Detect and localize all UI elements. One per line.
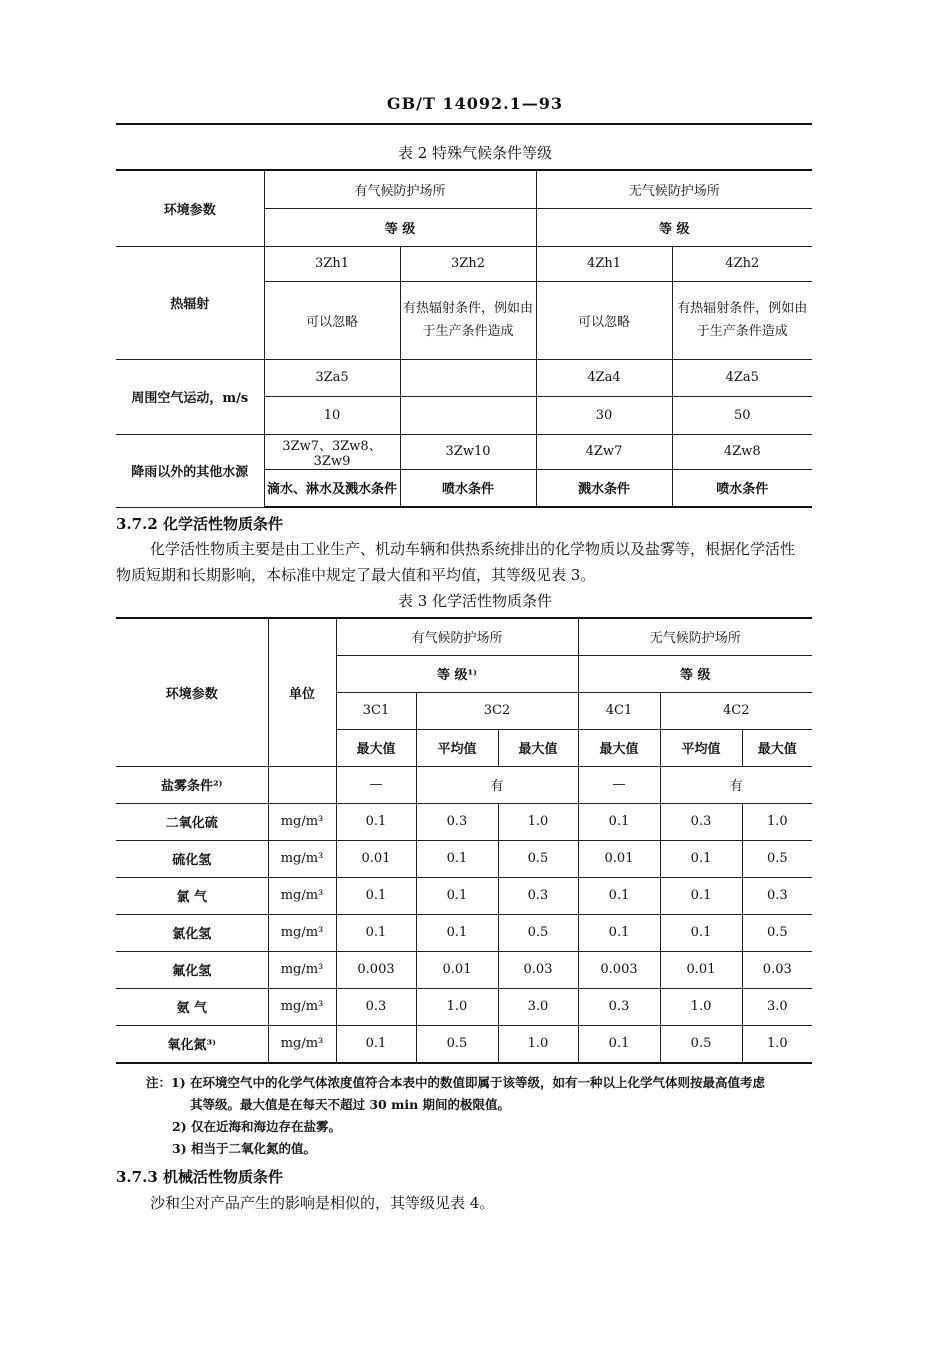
cell: 0.3 — [742, 877, 812, 914]
cell: 0.3 — [336, 988, 416, 1025]
note-2: 2) 仅在近海和海边存在盐雾。 — [172, 1119, 341, 1134]
cell: 0.5 — [498, 914, 578, 951]
cell: 3Zw10 — [400, 434, 536, 469]
row-label-salt: 盐雾条件²⁾ — [116, 766, 268, 803]
sub-header: 最大值 — [336, 729, 416, 766]
cell: 0.1 — [416, 914, 498, 951]
cell: 1.0 — [742, 803, 812, 840]
table2-group-a: 有气候防护场所 — [264, 170, 536, 208]
class-4c2: 4C2 — [660, 692, 812, 729]
table2 — [116, 169, 812, 508]
cell: 0.1 — [336, 1025, 416, 1063]
note-1-line2: 其等级。最大值是在每天不超过 30 min 期间的极限值。 — [190, 1097, 511, 1112]
cell: mg/m³ — [268, 988, 336, 1025]
section-372-para-line2: 物质短期和长期影响，本标准中规定了最大值和平均值，其等级见表 3。 — [116, 566, 596, 584]
row-label: 氯化氢 — [116, 914, 268, 951]
cell: 0.003 — [336, 951, 416, 988]
cell: 0.1 — [660, 877, 742, 914]
cell: 0.03 — [742, 951, 812, 988]
cell: 0.3 — [578, 988, 660, 1025]
cell: mg/m³ — [268, 840, 336, 877]
cell: 1.0 — [660, 988, 742, 1025]
cell: 1.0 — [742, 1025, 812, 1063]
row-label: 氧化氮³⁾ — [116, 1025, 268, 1063]
cell: 3.0 — [742, 988, 812, 1025]
cell: 0.1 — [578, 877, 660, 914]
table3-param-header: 环境参数 — [116, 618, 268, 766]
cell: 0.3 — [660, 803, 742, 840]
cell: 0.1 — [660, 914, 742, 951]
cell: mg/m³ — [268, 914, 336, 951]
cell: 可以忽略 — [264, 281, 400, 359]
cell: mg/m³ — [268, 877, 336, 914]
sub-header: 平均值 — [416, 729, 498, 766]
cell: 0.3 — [416, 803, 498, 840]
table3 — [116, 617, 812, 1064]
cell: 0.1 — [578, 803, 660, 840]
cell: 0.5 — [498, 840, 578, 877]
cell: 0.01 — [336, 840, 416, 877]
cell: 滴水、淋水及溅水条件 — [264, 469, 400, 507]
section-heading-372: 3.7.2 化学活性物质条件 — [116, 515, 283, 533]
cell — [268, 766, 336, 803]
cell: 0.1 — [336, 914, 416, 951]
sub-header: 平均值 — [660, 729, 742, 766]
cell: 1.0 — [498, 1025, 578, 1063]
cell: 0.03 — [498, 951, 578, 988]
cell: 喷水条件 — [400, 469, 536, 507]
table3-group-b: 无气候防护场所 — [578, 618, 812, 655]
note-3: 3) 相当于二氧化氮的值。 — [172, 1141, 316, 1156]
class-3c2: 3C2 — [416, 692, 578, 729]
class-4c1: 4C1 — [578, 692, 660, 729]
row-label-heat: 热辐射 — [116, 246, 264, 359]
section-373-para: 沙和尘对产品产生的影响是相似的，其等级见表 4。 — [150, 1194, 495, 1212]
table3-grade-b: 等 级 — [578, 655, 812, 692]
cell: 有 — [416, 766, 578, 803]
cell: 30 — [536, 396, 672, 434]
cell: mg/m³ — [268, 803, 336, 840]
cell: 3Zh2 — [400, 246, 536, 281]
table2-caption: 表 2 特殊气候条件等级 — [397, 144, 553, 162]
cell: 3Zw7、3Zw8、3Zw9 — [264, 434, 400, 469]
cell: — — [336, 766, 416, 803]
cell: 0.01 — [660, 951, 742, 988]
row-label: 氟化氢 — [116, 951, 268, 988]
cell: 有热辐射条件，例如由于生产条件造成 — [672, 281, 812, 359]
section-372-para-line1: 化学活性物质主要是由工业生产、机动车辆和供热系统排出的化学物质以及盐雾等，根据化学活性 — [150, 540, 796, 558]
cell: 可以忽略 — [536, 281, 672, 359]
table2-grade-b: 等 级 — [536, 208, 812, 246]
cell: — — [578, 766, 660, 803]
cell: 0.5 — [742, 840, 812, 877]
cell: 1.0 — [416, 988, 498, 1025]
sub-header: 最大值 — [498, 729, 578, 766]
table3-caption: 表 3 化学活性物质条件 — [397, 592, 553, 610]
note-1-line1: 注：1) 在环境空气中的化学气体浓度值符合本表中的数值即属于该等级，如有一种以上化学气体则按最高值考虑 — [146, 1075, 765, 1090]
cell: 有 — [660, 766, 812, 803]
cell: 0.01 — [578, 840, 660, 877]
row-label: 氨 气 — [116, 988, 268, 1025]
class-3c1: 3C1 — [336, 692, 416, 729]
cell: 4Zw8 — [672, 434, 812, 469]
row-label: 硫化氢 — [116, 840, 268, 877]
cell: 0.5 — [742, 914, 812, 951]
cell: 3Zh1 — [264, 246, 400, 281]
cell: 0.1 — [336, 877, 416, 914]
row-label-water: 降雨以外的其他水源 — [116, 434, 264, 507]
cell: 喷水条件 — [672, 469, 812, 507]
table3-grade-a: 等 级¹⁾ — [336, 655, 578, 692]
cell: 0.1 — [660, 840, 742, 877]
row-label-air: 周围空气运动，m/s — [116, 359, 264, 434]
cell: 溅水条件 — [536, 469, 672, 507]
cell: 10 — [264, 396, 400, 434]
cell: 3Za5 — [264, 359, 400, 396]
page-header: GB/T 14092.1—93 — [386, 94, 564, 113]
cell: 4Za4 — [536, 359, 672, 396]
cell: 0.5 — [660, 1025, 742, 1063]
cell: 0.1 — [416, 877, 498, 914]
cell: mg/m³ — [268, 1025, 336, 1063]
table2-param-header: 环境参数 — [116, 170, 264, 246]
cell — [400, 396, 536, 434]
row-label: 二氧化硫 — [116, 803, 268, 840]
cell: 0.003 — [578, 951, 660, 988]
sub-header: 最大值 — [578, 729, 660, 766]
cell: 4Zh2 — [672, 246, 812, 281]
table3-unit-header: 单位 — [268, 618, 336, 766]
cell: 4Zw7 — [536, 434, 672, 469]
table2-grade-a: 等 级 — [264, 208, 536, 246]
table2-group-b: 无气候防护场所 — [536, 170, 812, 208]
cell: 4Zh1 — [536, 246, 672, 281]
cell: 0.1 — [416, 840, 498, 877]
row-label: 氯 气 — [116, 877, 268, 914]
cell: 0.1 — [578, 914, 660, 951]
table3-group-a: 有气候防护场所 — [336, 618, 578, 655]
sub-header: 最大值 — [742, 729, 812, 766]
cell: 0.5 — [416, 1025, 498, 1063]
cell: 50 — [672, 396, 812, 434]
header-rule — [116, 123, 812, 125]
cell: 0.3 — [498, 877, 578, 914]
section-heading-373: 3.7.3 机械活性物质条件 — [116, 1168, 283, 1186]
cell: 1.0 — [498, 803, 578, 840]
cell — [400, 359, 536, 396]
cell: 有热辐射条件，例如由于生产条件造成 — [400, 281, 536, 359]
cell: mg/m³ — [268, 951, 336, 988]
cell: 0.1 — [336, 803, 416, 840]
cell: 3.0 — [498, 988, 578, 1025]
cell: 0.1 — [578, 1025, 660, 1063]
cell: 4Za5 — [672, 359, 812, 396]
cell: 0.01 — [416, 951, 498, 988]
